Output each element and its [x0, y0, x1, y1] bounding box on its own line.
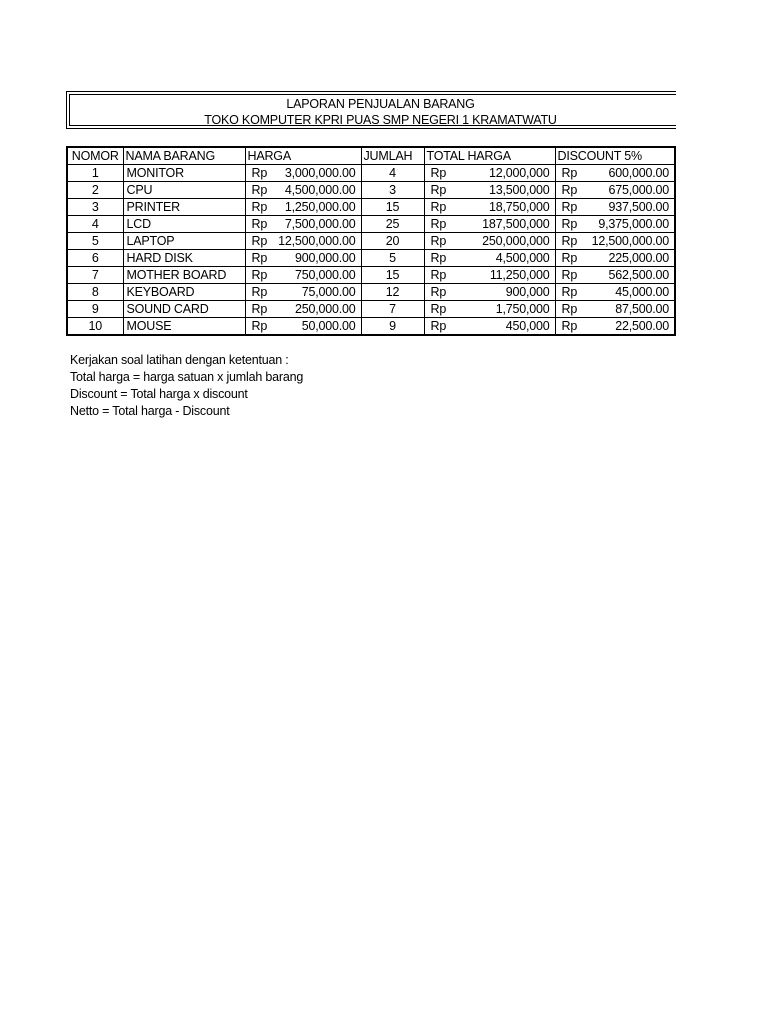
cell-discount	[555, 301, 675, 318]
currency-label: Rp	[430, 200, 447, 214]
header-nomor: NOMOR	[67, 147, 123, 165]
table-row	[67, 318, 675, 336]
cell-total-harga-value: 450,000	[505, 319, 550, 333]
sales-table	[66, 146, 676, 336]
cell-harga	[245, 165, 361, 182]
cell-discount	[555, 250, 675, 267]
cell-total-harga-value: 12,000,000	[488, 166, 550, 180]
report-title: LAPORAN PENJUALAN BARANG	[286, 97, 475, 111]
instruction-line: Total harga = harga satuan x jumlah barang	[70, 370, 304, 384]
currency-label: Rp	[561, 200, 578, 214]
cell-harga-value: 12,500,000.00	[278, 234, 356, 248]
cell-discount-value: 937,500.00	[608, 200, 669, 214]
cell-total-harga-value: 11,250,000	[489, 268, 550, 282]
cell-total-harga-value: 4,500,000	[495, 251, 550, 265]
cell-harga-value: 50,000.00	[301, 319, 356, 333]
currency-label: Rp	[561, 285, 578, 299]
cell-harga-value: 1,250,000.00	[284, 200, 356, 214]
cell-harga	[245, 233, 361, 250]
cell-total-harga	[424, 233, 555, 250]
cell-total-harga	[424, 250, 555, 267]
cell-discount	[555, 284, 675, 301]
cell-total-harga	[424, 318, 555, 336]
cell-harga-value: 3,000,000.00	[284, 166, 356, 180]
header-discount: DISCOUNT 5%	[555, 147, 675, 165]
cell-discount-value: 22,500.00	[615, 319, 669, 333]
instruction-line: Kerjakan soal latihan dengan ketentuan :	[70, 353, 289, 367]
cell-total-harga-value: 250,000,000	[482, 234, 550, 248]
cell-harga	[245, 250, 361, 267]
header-total-harga: TOTAL HARGA	[424, 147, 555, 165]
currency-label: Rp	[251, 268, 268, 282]
cell-harga	[245, 301, 361, 318]
cell-jumlah: 3	[361, 182, 424, 199]
currency-label: Rp	[430, 302, 447, 316]
currency-label: Rp	[430, 319, 447, 333]
cell-harga	[245, 182, 361, 199]
currency-label: Rp	[251, 166, 268, 180]
cell-nomor: 9	[67, 301, 123, 318]
cell-total-harga	[424, 301, 555, 318]
cell-harga	[245, 318, 361, 336]
cell-discount-value: 225,000.00	[608, 251, 669, 265]
cell-discount	[555, 165, 675, 182]
cell-nama-barang: HARD DISK	[123, 250, 245, 267]
cell-nomor: 4	[67, 216, 123, 233]
table-row	[67, 233, 675, 250]
cell-harga	[245, 267, 361, 284]
cell-total-harga	[424, 267, 555, 284]
table-row	[67, 267, 675, 284]
currency-label: Rp	[430, 268, 447, 282]
cell-total-harga	[424, 284, 555, 301]
cell-jumlah: 9	[361, 318, 424, 336]
cell-nama-barang: MONITOR	[123, 165, 245, 182]
currency-label: Rp	[430, 217, 447, 231]
currency-label: Rp	[251, 319, 268, 333]
cell-harga-value: 750,000.00	[294, 268, 356, 282]
cell-jumlah: 7	[361, 301, 424, 318]
cell-nomor: 6	[67, 250, 123, 267]
cell-total-harga	[424, 216, 555, 233]
instructions	[70, 352, 303, 420]
cell-harga	[245, 284, 361, 301]
cell-discount	[555, 182, 675, 199]
currency-label: Rp	[251, 302, 268, 316]
table-header-row	[67, 147, 675, 165]
cell-jumlah: 15	[361, 199, 424, 216]
cell-nama-barang: KEYBOARD	[123, 284, 245, 301]
cell-nama-barang: PRINTER	[123, 199, 245, 216]
cell-discount-value: 45,000.00	[615, 285, 669, 299]
currency-label: Rp	[251, 285, 268, 299]
cell-harga	[245, 199, 361, 216]
cell-discount-value: 600,000.00	[608, 166, 669, 180]
cell-harga-value: 7,500,000.00	[284, 217, 356, 231]
cell-jumlah: 20	[361, 233, 424, 250]
cell-nomor: 1	[67, 165, 123, 182]
currency-label: Rp	[561, 268, 578, 282]
table-row	[67, 284, 675, 301]
currency-label: Rp	[251, 200, 268, 214]
currency-label: Rp	[430, 183, 447, 197]
currency-label: Rp	[251, 183, 268, 197]
cell-total-harga-value: 900,000	[505, 285, 550, 299]
cell-jumlah: 25	[361, 216, 424, 233]
currency-label: Rp	[251, 234, 268, 248]
cell-total-harga-value: 13,500,000	[488, 183, 550, 197]
currency-label: Rp	[430, 285, 447, 299]
cell-total-harga	[424, 165, 555, 182]
header-jumlah: JUMLAH	[361, 147, 424, 165]
cell-harga-value: 900,000.00	[294, 251, 356, 265]
currency-label: Rp	[561, 166, 578, 180]
report-title-inner-border	[69, 94, 676, 126]
cell-discount-value: 675,000.00	[608, 183, 669, 197]
table-row	[67, 301, 675, 318]
cell-total-harga-value: 1,750,000	[495, 302, 550, 316]
cell-nomor: 5	[67, 233, 123, 250]
cell-nomor: 8	[67, 284, 123, 301]
cell-jumlah: 5	[361, 250, 424, 267]
currency-label: Rp	[561, 183, 578, 197]
table-row	[67, 165, 675, 182]
currency-label: Rp	[430, 234, 447, 248]
instruction-line: Netto = Total harga - Discount	[70, 404, 230, 418]
cell-discount-value: 562,500.00	[608, 268, 669, 282]
cell-total-harga-value: 18,750,000	[488, 200, 550, 214]
cell-total-harga-value: 187,500,000	[482, 217, 550, 231]
cell-discount	[555, 216, 675, 233]
cell-jumlah: 4	[361, 165, 424, 182]
cell-nama-barang: SOUND CARD	[123, 301, 245, 318]
cell-harga-value: 250,000.00	[294, 302, 356, 316]
header-nama-barang: NAMA BARANG	[123, 147, 245, 165]
cell-discount-value: 9,375,000.00	[598, 217, 669, 231]
table-row	[67, 250, 675, 267]
cell-nama-barang: MOUSE	[123, 318, 245, 336]
cell-jumlah: 12	[361, 284, 424, 301]
currency-label: Rp	[561, 302, 578, 316]
cell-jumlah: 15	[361, 267, 424, 284]
cell-discount	[555, 318, 675, 336]
cell-harga	[245, 216, 361, 233]
table-row	[67, 199, 675, 216]
cell-nomor: 3	[67, 199, 123, 216]
header-harga: HARGA	[245, 147, 361, 165]
cell-nomor: 2	[67, 182, 123, 199]
cell-total-harga	[424, 199, 555, 216]
cell-discount-value: 87,500.00	[615, 302, 669, 316]
cell-discount	[555, 267, 675, 284]
table-row	[67, 182, 675, 199]
currency-label: Rp	[561, 234, 578, 248]
report-title-box	[66, 91, 676, 129]
currency-label: Rp	[561, 217, 578, 231]
cell-discount	[555, 233, 675, 250]
report-subtitle: TOKO KOMPUTER KPRI PUAS SMP NEGERI 1 KRAMATWATU	[204, 113, 557, 127]
table-row	[67, 216, 675, 233]
cell-nama-barang: CPU	[123, 182, 245, 199]
cell-nama-barang: MOTHER BOARD	[123, 267, 245, 284]
currency-label: Rp	[430, 166, 447, 180]
cell-harga-value: 75,000.00	[301, 285, 356, 299]
cell-discount-value: 12,500,000.00	[591, 234, 669, 248]
currency-label: Rp	[561, 251, 578, 265]
cell-harga-value: 4,500,000.00	[284, 183, 356, 197]
currency-label: Rp	[251, 251, 268, 265]
cell-nama-barang: LCD	[123, 216, 245, 233]
cell-nama-barang: LAPTOP	[123, 233, 245, 250]
currency-label: Rp	[251, 217, 268, 231]
cell-total-harga	[424, 182, 555, 199]
currency-label: Rp	[561, 319, 578, 333]
currency-label: Rp	[430, 251, 447, 265]
cell-discount	[555, 199, 675, 216]
cell-nomor: 10	[67, 318, 123, 336]
instruction-line: Discount = Total harga x discount	[70, 387, 248, 401]
cell-nomor: 7	[67, 267, 123, 284]
